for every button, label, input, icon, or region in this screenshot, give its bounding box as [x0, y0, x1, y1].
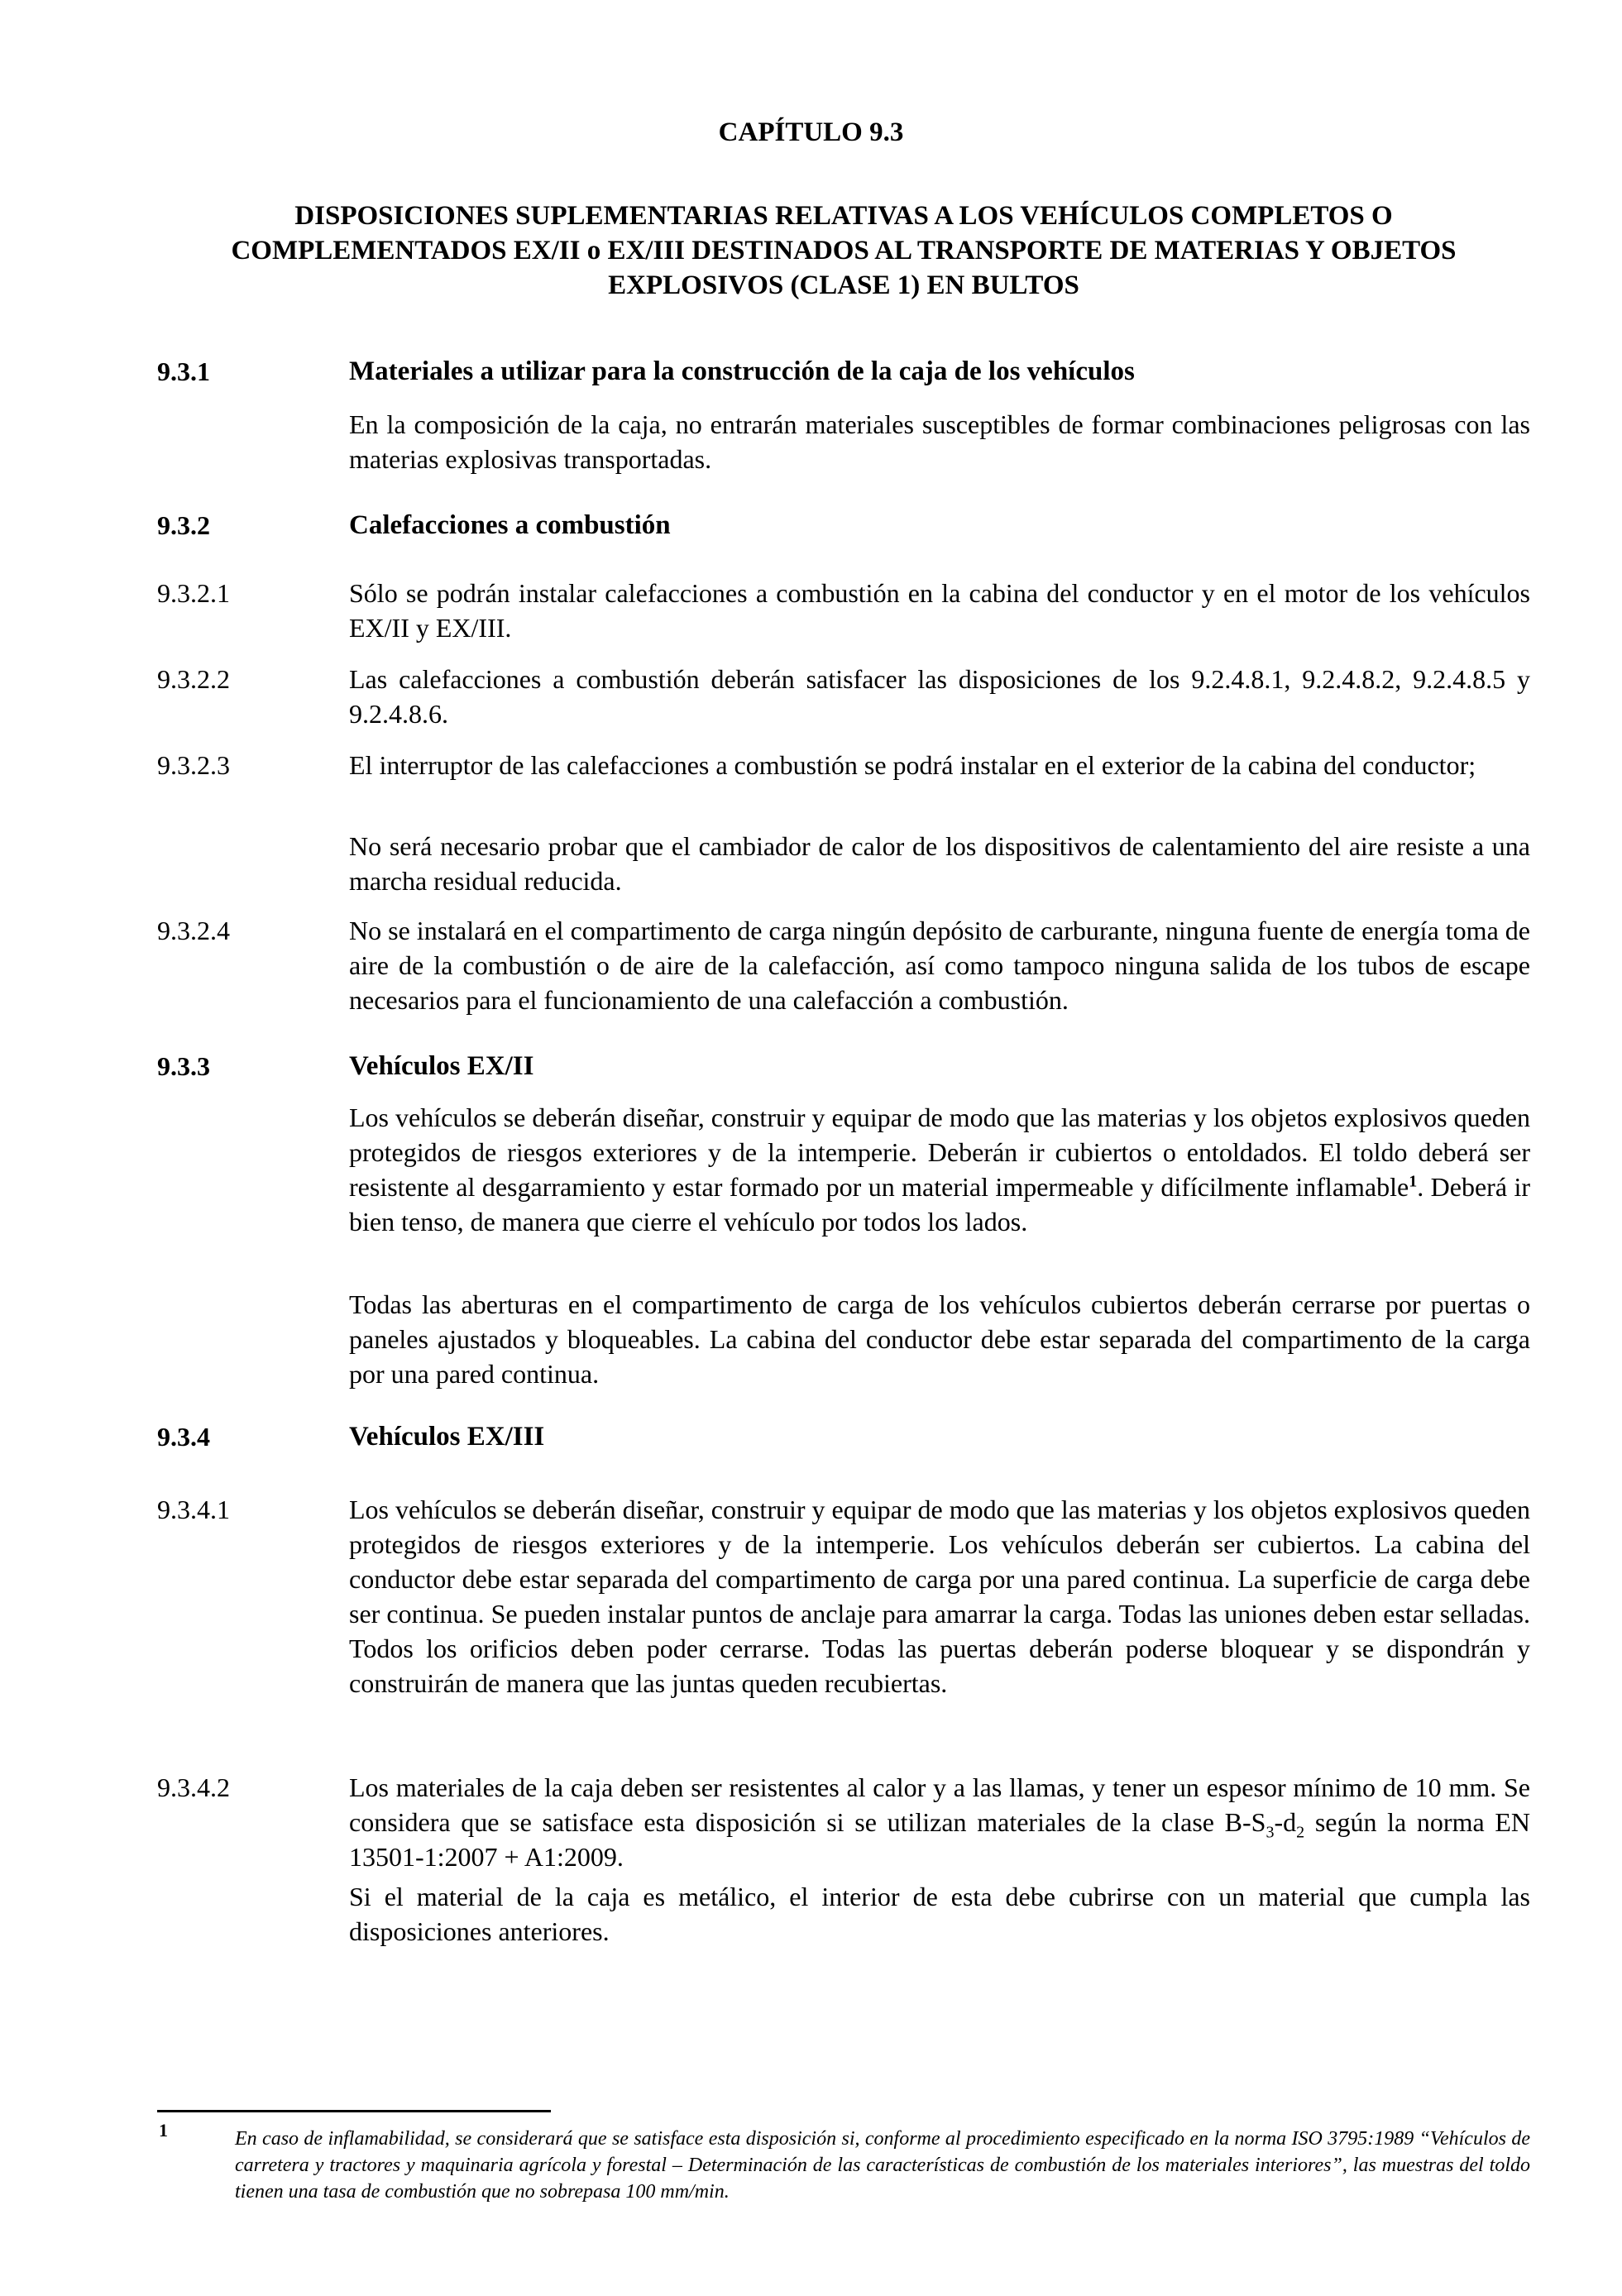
paragraph-text — [349, 1100, 1530, 1239]
section-number: 9.3.4 — [157, 1422, 210, 1452]
footnote-separator — [157, 2110, 551, 2112]
subscript: 3 — [1266, 1823, 1275, 1842]
paragraph-text: El interruptor de las calefacciones a combustión se podrá instalar en el exterior de la cabina del conductor; — [349, 750, 1476, 780]
page-title: DISPOSICIONES SUPLEMENTARIAS RELATIVAS A LOS VEHÍCULOS COMPLETOS O COMPLEMENTADOS EX/II o EX/III DESTINADOS AL TRANSPORTE DE MATERIAS Y OBJETOS EXPLOSIVOS (CLASE 1) EN BULTOS — [231, 201, 1457, 300]
paragraph-text-part: . Deberá ir bien tenso, de manera que cierre el vehículo por todos los lados. — [349, 1172, 1530, 1236]
footnote-mark: 1 — [159, 2120, 168, 2141]
paragraph-text: No se instalará en el compartimento de carga ningún depósito de carburante, ninguna fuente de energía toma de aire de la combustión o de aire de la calefacción, así como tampoco ninguna salida de los tubos de escape necesarios para el funcionamiento de una calefacción a combustión. — [349, 916, 1530, 1015]
section-number: 9.3.2 — [157, 510, 210, 540]
paragraph-text: En la composición de la caja, no entrarán materiales susceptibles de formar combinaciones peligrosas con las materias explosivas transportadas. — [349, 409, 1530, 474]
footnote-reference[interactable]: 1 — [1409, 1172, 1418, 1191]
paragraph-text: Sólo se podrán instalar calefacciones a combustión en la cabina del conductor y en el motor de los vehículos EX/II y EX/III. — [349, 578, 1530, 643]
section-number: 9.3.3 — [157, 1051, 210, 1081]
subscript: 2 — [1296, 1823, 1305, 1842]
subsection-number: 9.3.2.3 — [157, 750, 230, 780]
chapter-title: CAPÍTULO 9.3 — [718, 117, 904, 147]
section-number: 9.3.1 — [157, 356, 210, 386]
paragraph-text: Todas las aberturas en el compartimento de carga de los vehículos cubiertos deberán cerrarse por puertas o paneles ajustados y bloqueables. La cabina del conductor debe estar separada del compartimento de la carga por una pared continua. — [349, 1289, 1530, 1389]
paragraph-text: No será necesario probar que el cambiador de calor de los dispositivos de calentamiento del aire resiste a una marcha residual reducida. — [349, 831, 1530, 896]
paragraph-text-part: según la norma EN 13501-1:2007 + A1:2009. — [349, 1807, 1531, 1872]
paragraph-text-part: Los materiales de la caja deben ser resistentes al calor y a las llamas, y tener un espesor mínimo de 10 mm. Se considera que se satisface esta disposición si se utilizan materiales de la clase B-S — [349, 1772, 1530, 1837]
subsection-number: 9.3.4.1 — [157, 1495, 230, 1524]
footnote-text: En caso de inflamabilidad, se considerará que se satisface esta disposición si, conforme al procedimiento especificado en la norma ISO 3795:1989 “Vehículos de carretera y tractores y maquinaria agrícola y forestal – Determinación de las características de combustión de los materiales interiores”, las muestras del toldo tienen una tasa de combustión que no sobrepasa 100 mm/min. — [235, 2128, 1530, 2203]
paragraph-text-part: Los vehículos se deberán diseñar, construir y equipar de modo que las materias y los objetos explosivos queden protegidos de riesgos exteriores y de la intemperie. Deberán ir cubiertos o entoldados. El toldo deberá ser resistente al desgarramiento y estar formado por un material impermeable y difícilmente inflamable — [349, 1103, 1530, 1202]
section-heading: Materiales a utilizar para la construcción de la caja de los vehículos — [349, 356, 1135, 386]
paragraph-text: Los vehículos se deberán diseñar, construir y equipar de modo que las materias y los objetos explosivos queden protegidos de riesgos exteriores y de la intemperie. Los vehículos deberán ser cubiertos. La cabina del conductor debe estar separada del compartimento de carga por una pared continua. La superficie de carga debe ser continua. Se pueden instalar puntos de anclaje para amarrar la carga. Todas las uniones deben estar selladas. Todos los orificios deben poder cerrarse. Todas las puertas deberán poderse bloquear y se dispondrán y construirán de manera que las juntas queden recubiertas. — [349, 1495, 1530, 1698]
section-heading: Vehículos EX/II — [349, 1051, 534, 1081]
paragraph-text — [349, 1770, 1530, 1874]
section-heading: Vehículos EX/III — [349, 1422, 545, 1452]
paragraph-text: Las calefacciones a combustión deberán satisfacer las disposiciones de los 9.2.4.8.1, 9.2.4.8.2, 9.2.4.8.5 y 9.2.4.8.6. — [349, 664, 1530, 729]
paragraph-text: Si el material de la caja es metálico, el interior de esta debe cubrirse con un material que cumpla las disposiciones anteriores. — [349, 1882, 1530, 1946]
subsection-number: 9.3.2.1 — [157, 578, 230, 608]
subsection-number: 9.3.4.2 — [157, 1772, 230, 1802]
section-heading: Calefacciones a combustión — [349, 510, 671, 540]
subsection-number: 9.3.2.4 — [157, 916, 230, 945]
subsection-number: 9.3.2.2 — [157, 664, 230, 694]
paragraph-text-part: -d — [1274, 1807, 1297, 1837]
